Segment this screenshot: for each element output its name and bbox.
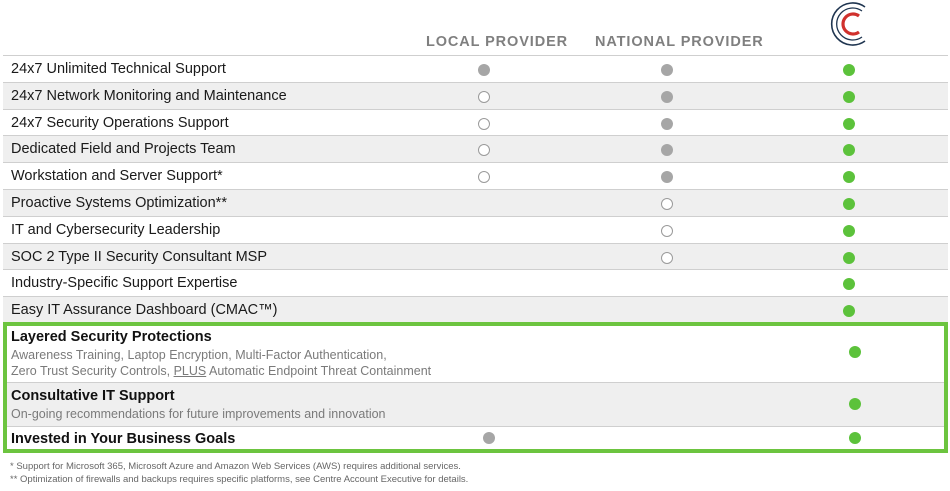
yes-dot-icon: [843, 198, 855, 210]
yes-dot-icon: [843, 91, 855, 103]
yes-dot-icon: [843, 278, 855, 290]
yes-dot-icon: [843, 252, 855, 264]
filled-dot-icon: [661, 171, 673, 183]
filled-dot-icon: [483, 432, 495, 444]
yes-dot-icon: [849, 432, 861, 444]
yes-dot-icon: [843, 64, 855, 76]
table-row: [3, 109, 948, 136]
feature-row-consultative-it: [7, 382, 944, 426]
centre-logo-icon: [829, 1, 875, 47]
feature-title: Invested in Your Business Goals: [11, 431, 236, 447]
yes-dot-icon: [843, 144, 855, 156]
comparison-table: [3, 55, 948, 323]
table-row: [3, 269, 948, 296]
open-dot-icon: [661, 225, 673, 237]
description-text: Automatic Endpoint Threat Containment: [206, 364, 432, 378]
yes-dot-icon: [843, 171, 855, 183]
row-label: Workstation and Server Support*: [11, 168, 223, 185]
row-label: Dedicated Field and Projects Team: [11, 141, 236, 158]
table-row: [3, 82, 948, 109]
yes-dot-icon: [843, 118, 855, 130]
column-header-national-provider: NATIONAL PROVIDER: [595, 34, 764, 50]
plus-emphasis: PLUS: [173, 364, 207, 378]
open-dot-icon: [478, 91, 490, 103]
table-row: [3, 55, 948, 82]
yes-dot-icon: [849, 346, 861, 358]
feature-title: Layered Security Protections: [11, 329, 212, 345]
row-label: 24x7 Security Operations Support: [11, 114, 229, 131]
feature-description: Awareness Training, Laptop Encryption, Multi-Factor Authentication,: [11, 348, 387, 362]
row-label: IT and Cybersecurity Leadership: [11, 221, 221, 238]
open-dot-icon: [478, 171, 490, 183]
yes-dot-icon: [843, 225, 855, 237]
open-dot-icon: [661, 198, 673, 210]
table-row: [3, 189, 948, 216]
column-header-local-provider: LOCAL PROVIDER: [426, 34, 569, 50]
filled-dot-icon: [478, 64, 490, 76]
filled-dot-icon: [661, 144, 673, 156]
feature-row-invested-goals: [7, 426, 944, 449]
row-label: Proactive Systems Optimization**: [11, 194, 227, 211]
feature-description-line2: [11, 363, 431, 379]
yes-dot-icon: [849, 398, 861, 410]
open-dot-icon: [661, 252, 673, 264]
open-dot-icon: [478, 118, 490, 130]
table-row: [3, 243, 948, 270]
table-row: [3, 296, 948, 323]
footnote-aws: * Support for Microsoft 365, Microsoft Azure and Amazon Web Services (AWS) requires additional services.: [10, 461, 461, 472]
feature-description: On-going recommendations for future improvements and innovation: [11, 407, 386, 421]
feature-row-layered-security: [7, 326, 944, 382]
row-label: SOC 2 Type II Security Consultant MSP: [11, 248, 268, 265]
filled-dot-icon: [661, 118, 673, 130]
table-row: [3, 216, 948, 243]
table-row: [3, 135, 948, 162]
footnote-optimization: ** Optimization of firewalls and backups requires specific platforms, see Centre Account Executive for details.: [10, 474, 469, 485]
row-label: Easy IT Assurance Dashboard (CMAC™): [11, 302, 278, 319]
row-label: 24x7 Network Monitoring and Maintenance: [11, 87, 287, 104]
description-text: Zero Trust Security Controls,: [11, 364, 174, 378]
filled-dot-icon: [661, 91, 673, 103]
feature-title: Consultative IT Support: [11, 388, 175, 404]
filled-dot-icon: [661, 64, 673, 76]
open-dot-icon: [478, 144, 490, 156]
yes-dot-icon: [843, 305, 855, 317]
table-row: [3, 162, 948, 189]
row-label: Industry-Specific Support Expertise: [11, 275, 238, 292]
row-label: 24x7 Unlimited Technical Support: [11, 61, 226, 77]
